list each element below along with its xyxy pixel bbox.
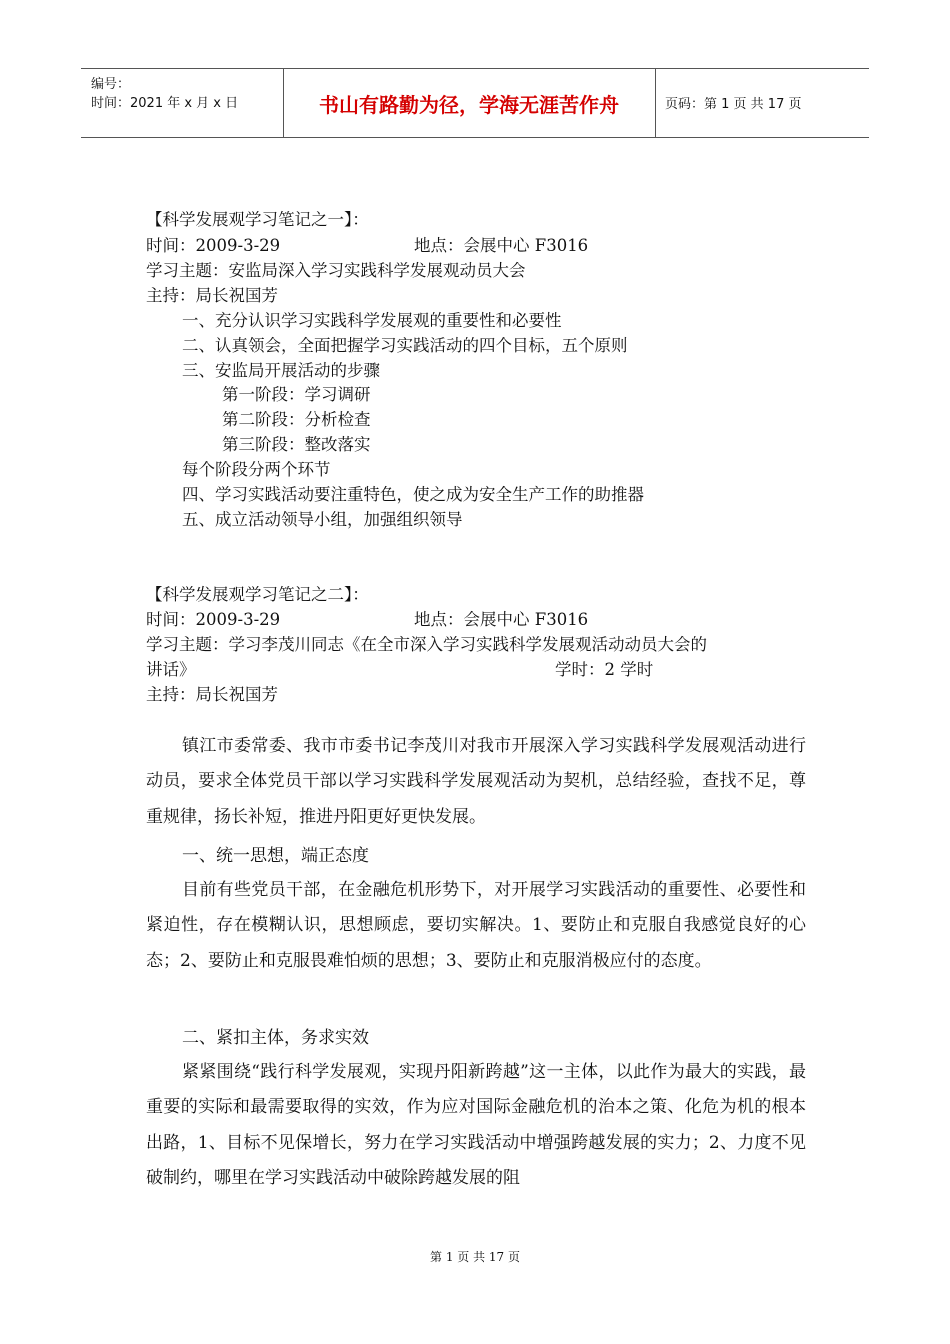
note2-heading: 二、紧扣主体，务求实效 bbox=[182, 1028, 369, 1048]
note2-heading: 一、统一思想，端正态度 bbox=[182, 846, 369, 866]
note2-hours: 学时：2 学时 bbox=[555, 660, 654, 679]
note1-title: 【科学发展观学习笔记之一】： bbox=[146, 210, 369, 229]
note2-paragraph: 镇江市委常委、我市市委书记李茂川对我市开展深入学习实践科学发展观活动进行动员，要求全体党员干部以学习实践科学发展观活动为契机，总结经验，查找不足，尊重规律，扬长补短，推进丹阳更好更快发展。 bbox=[146, 736, 806, 827]
note1-item: 五、成立活动领导小组，加强组织领导 bbox=[182, 510, 463, 529]
note1-stage: 第一阶段：学习调研 bbox=[222, 385, 371, 404]
note2-paragraph: 紧紧围绕“践行科学发展观，实现丹阳新跨越”这一主体，以此作为最大的实践，最重要的实际和最需要取得的实效，作为应对国际金融危机的治本之策、化危为机的根本出路，1、目标不见保增长，努力在学习实践活动中增强跨越发展的实力；2、力度不见破制约，哪里在学习实践活动中破除跨越发展的阻 bbox=[146, 1062, 806, 1189]
note1-time: 时间：2009-3-29 bbox=[146, 236, 281, 255]
note1-place: 地点：会展中心 F3016 bbox=[414, 236, 589, 255]
note1-item: 一、充分认识学习实践科学发展观的重要性和必要性 bbox=[182, 311, 562, 330]
note2-host: 主持：局长祝国芳 bbox=[146, 685, 278, 704]
note2-title: 【科学发展观学习笔记之二】： bbox=[146, 585, 369, 604]
date-label: 时间：2021 年 x 月 x 日 bbox=[91, 96, 239, 111]
code-label: 编号： bbox=[91, 77, 131, 92]
note2-topic-cont: 讲话》 bbox=[146, 660, 196, 679]
page-footer: 第 1 页 共 17 页 bbox=[430, 1250, 520, 1264]
note1-topic: 学习主题：安监局深入学习实践科学发展观动员大会 bbox=[146, 261, 526, 280]
note2-place: 地点：会展中心 F3016 bbox=[414, 610, 589, 629]
note1-stage-note: 每个阶段分两个环节 bbox=[182, 460, 331, 479]
header-motto: 书山有路勤为径，学海无涯苦作舟 bbox=[319, 92, 619, 117]
note2-topic: 学习主题：学习李茂川同志《在全市深入学习实践科学发展观活动动员大会的 bbox=[146, 635, 707, 654]
header-left bbox=[91, 75, 238, 113]
note2-time: 时间：2009-3-29 bbox=[146, 610, 281, 629]
note1-host: 主持：局长祝国芳 bbox=[146, 286, 278, 305]
header-page-info: 页码：第 1 页 共 17 页 bbox=[665, 97, 802, 112]
note1-item: 二、认真领会，全面把握学习实践活动的四个目标，五个原则 bbox=[182, 336, 628, 355]
note1-stage: 第三阶段：整改落实 bbox=[222, 435, 371, 454]
note1-item: 四、学习实践活动要注重特色，使之成为安全生产工作的助推器 bbox=[182, 485, 644, 504]
note2-paragraph: 目前有些党员干部，在金融危机形势下，对开展学习实践活动的重要性、必要性和紧迫性，存在模糊认识，思想顾虑，要切实解决。1、要防止和克服自我感觉良好的心态；2、要防止和克服畏难怕烦的思想；3、要防止和克服消极应付的态度。 bbox=[146, 880, 806, 971]
page-header bbox=[81, 68, 869, 138]
note1-item: 三、安监局开展活动的步骤 bbox=[182, 361, 380, 380]
note1-stage: 第二阶段：分析检查 bbox=[222, 410, 371, 429]
header-divider bbox=[655, 69, 656, 137]
